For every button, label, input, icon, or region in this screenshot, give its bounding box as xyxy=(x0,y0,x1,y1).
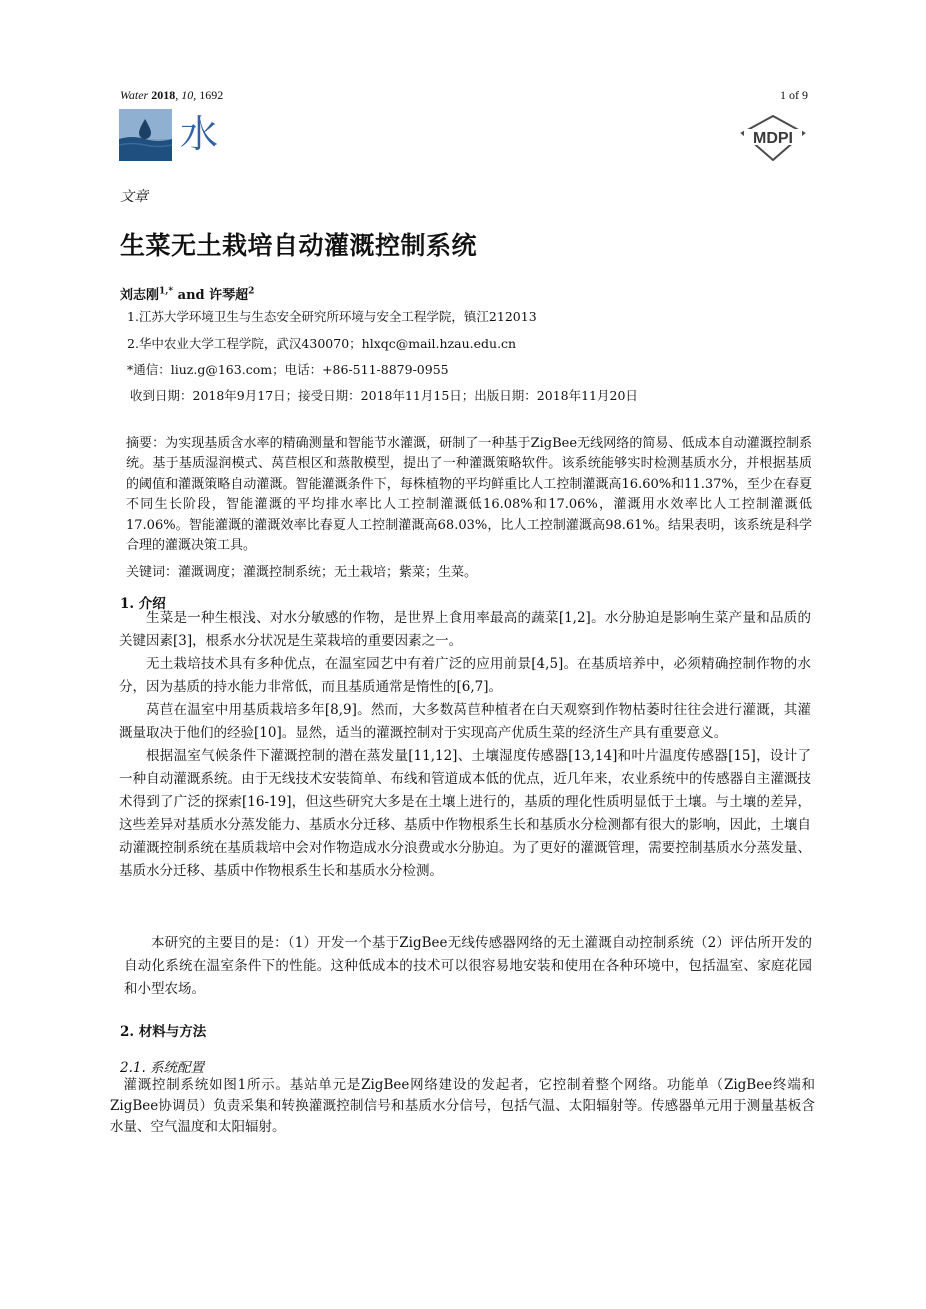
paragraph: 生菜是一种生根浅、对水分敏感的作物，是世界上食用率最高的蔬菜[1,2]。水分胁迫是影响生菜产量和品质的关键因素[3]，根系水分状况是生菜栽培的重要因素之一。 xyxy=(119,610,811,649)
journal-name: 水 xyxy=(180,112,219,156)
abstract: 摘要：为实现基质含水率的精确测量和智能节水灌溉，研制了一种基于ZigBee无线网络的简易、低成本自动灌溉控制系统。基于基质湿润模式、莴苣根区和蒸散模型，提出了一种灌溉策略软件。该系统能够实时检测基质水分，并根据基质的阈值和灌溉策略自动灌溉。智能灌溉条件下，每株植物的平均鲜重比人工控制灌溉高16.60%和11.37%，至少在春夏不同生长阶段，智能灌溉的平均排水率比人工控制灌溉低16.08%和17.06%，灌溉用水效率比人工控制灌溉低17.06%。智能灌溉的灌溉效率比春夏人工控制灌溉高68.03%，比人工控制灌溉高98.61%。结果表明，该系统是科学合理的灌溉决策工具。 xyxy=(126,436,812,554)
correspondence: *通信：liuz.g@163.com；电话：+86-511-8879-0955 xyxy=(127,362,449,377)
header-year: 2018 xyxy=(151,88,176,102)
author-affiliation-mark: 2 xyxy=(248,286,255,297)
paragraph: 无土栽培技术具有多种优点，在温室园艺中有着广泛的应用前景[4,5]。在基质培养中，必须精确控制作物的水分，因为基质的持水能力非常低，而且基质通常是惰性的[6,7]。 xyxy=(119,656,811,695)
publisher-name: MDPI xyxy=(753,130,793,147)
journal-name-italic: Water xyxy=(120,88,149,102)
header-volume: 10 xyxy=(181,88,194,102)
paper-title: 生菜无土栽培自动灌溉控制系统 xyxy=(120,231,478,260)
running-header: Water 2018, 10, 1692 xyxy=(120,88,224,102)
affiliation-1: 1.江苏大学环境卫生与生态安全研究所环境与安全工程学院，镇江212013 xyxy=(127,309,537,324)
author-name: 许琴超 xyxy=(209,288,249,303)
journal-logo-icon xyxy=(119,109,172,161)
header-article-no: , 1692 xyxy=(193,88,224,102)
author-conjunction: and xyxy=(173,288,210,303)
introduction-body xyxy=(119,607,811,883)
paragraph: 莴苣在温室中用基质栽培多年[8,9]。然而，大多数莴苣种植者在白天观察到作物枯萎时往往会进行灌溉，其灌溉量取决于他们的经验[10]。显然，适当的灌溉控制对于实现高产优质生菜的经济生产具有重要意义。 xyxy=(119,702,811,741)
section-heading-methods: 2. 材料与方法 xyxy=(120,1024,207,1040)
subsection-heading: 2.1. 系统配置 xyxy=(120,1060,205,1076)
publication-dates: 收到日期：2018年9月17日；接受日期：2018年11月15日；出版日期：2018年11月20日 xyxy=(130,388,638,403)
study-objectives xyxy=(124,932,812,1001)
keywords: 关键词：灌溉调度；灌溉控制系统；无土栽培；紫菜；生菜。 xyxy=(126,565,478,580)
affiliation-2: 2.华中农业大学工程学院，武汉430070；hlxqc@mail.hzau.edu.cn xyxy=(127,336,517,351)
author-name: 刘志刚 xyxy=(120,288,160,303)
section-heading-introduction: 1. 介绍 xyxy=(120,596,166,612)
author-affiliation-mark: 1,* xyxy=(159,286,174,297)
paragraph: 灌溉控制系统如图1所示。基站单元是ZigBee网络建设的发起者，它控制着整个网络。功能单（ZigBee终端和ZigBee协调员）负责采集和转换灌溉控制信号和基质水分信号，包括气温、太阳辐射等。传感器单元用于测量基板含水量、空气温度和太阳辐射。 xyxy=(110,1077,815,1135)
article-type: 文章 xyxy=(120,189,148,205)
mdpi-logo-icon xyxy=(740,115,806,161)
paragraph: 本研究的主要目的是：（1）开发一个基于ZigBee无线传感器网络的无土灌溉自动控制系统（2）评估所开发的自动化系统在温室条件下的性能。这种低成本的技术可以很容易地安装和使用在各种环境中，包括温室、家庭花园和小型农场。 xyxy=(124,935,812,997)
author-list xyxy=(120,284,254,303)
paragraph: 根据温室气候条件下灌溉控制的潜在蒸发量[11,12]、土壤湿度传感器[13,14]和叶片温度传感器[15]，设计了一种自动灌溉系统。由于无线技术安装简单、布线和管道成本低的优点，近几年来，农业系统中的传感器自主灌溉技术得到了广泛的探索[16-19]，但这些研究大多是在土壤上进行的，基质的理化性质明显低于土壤。与土壤的差异，这些差异对基质水分蒸发能力、基质水分迁移、基质中作物根系生长和基质水分检测都有很大的影响，因此，土壤自动灌溉控制系统在基质栽培中会对作物造成水分浪费或水分胁迫。为了更好的灌溉管理，需要控制基质水分蒸发量、基质水分迁移、基质中作物根系生长和基质水分检测。 xyxy=(119,748,811,879)
system-configuration-body xyxy=(110,1075,815,1138)
page-number: 1 of 9 xyxy=(780,88,808,102)
